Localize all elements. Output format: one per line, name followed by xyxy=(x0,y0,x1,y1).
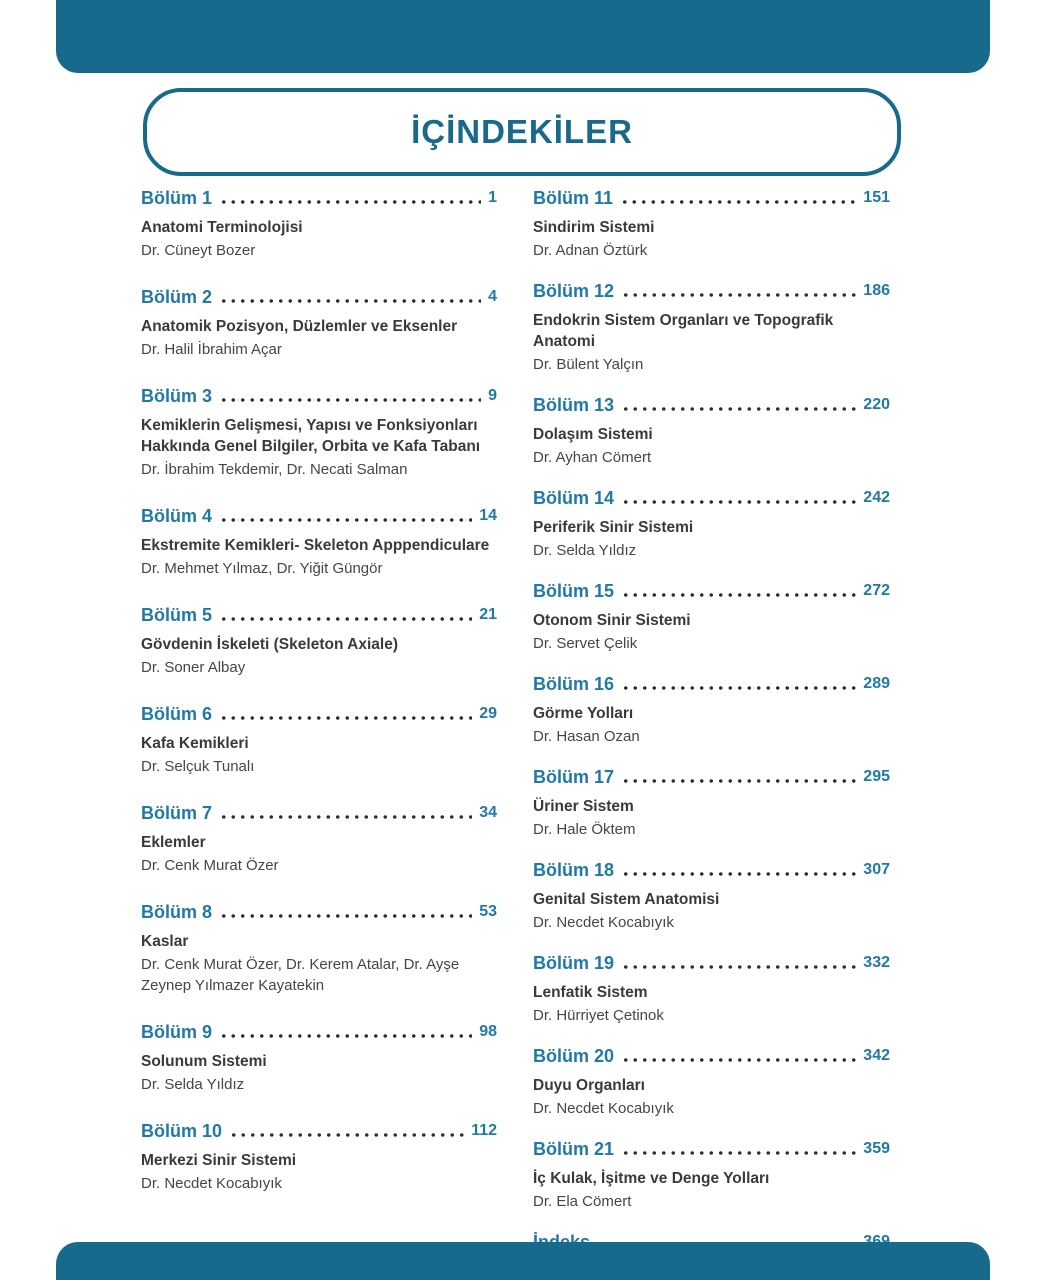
chapter-title: Kafa Kemikleri xyxy=(141,735,249,752)
page-number: 4 xyxy=(488,288,497,305)
chapter-label: Bölüm 18 xyxy=(533,860,615,880)
toc-entry-row xyxy=(141,803,497,823)
chapter-authors: Dr. Bülent Yalçın xyxy=(533,356,644,373)
toc-entry xyxy=(141,1121,497,1194)
toc-entry-row xyxy=(533,395,890,415)
page-number: 34 xyxy=(479,804,497,821)
toc-entry xyxy=(533,1139,890,1212)
toc-entry xyxy=(141,605,497,678)
toc-entry-row xyxy=(533,860,890,880)
toc-entry-row xyxy=(533,188,890,208)
chapter-authors: Dr. Ela Cömert xyxy=(533,1193,632,1210)
toc-entry xyxy=(141,386,497,480)
dot-leader-decoration xyxy=(620,200,856,204)
dot-leader-decoration xyxy=(219,200,481,204)
chapter-authors: Dr. Cenk Murat Özer, Dr. Kerem Atalar, Dr. Ayşe Zeynep Yılmazer Kayatekin xyxy=(141,956,460,994)
toc-columns xyxy=(141,188,890,1272)
page-number: 242 xyxy=(863,489,890,506)
chapter-label: Bölüm 2 xyxy=(141,287,213,307)
page-number: 332 xyxy=(863,954,890,971)
dot-leader-decoration xyxy=(621,293,856,297)
chapter-authors: Dr. Selda Yıldız xyxy=(533,542,637,559)
page-number: 29 xyxy=(479,705,497,722)
dot-leader-decoration xyxy=(219,398,481,402)
chapter-label: Bölüm 20 xyxy=(533,1046,615,1066)
chapter-label: Bölüm 14 xyxy=(533,488,615,508)
chapter-title: Görme Yolları xyxy=(533,705,634,722)
chapter-authors: Dr. Cenk Murat Özer xyxy=(141,857,279,874)
page-number: 342 xyxy=(863,1047,890,1064)
toc-entry-row xyxy=(141,1121,497,1141)
chapter-title: Periferik Sinir Sistemi xyxy=(533,519,694,536)
toc-entry xyxy=(141,803,497,876)
chapter-authors: Dr. Halil İbrahim Açar xyxy=(141,341,282,358)
bottom-decor-bar xyxy=(56,1242,990,1280)
toc-entry-row xyxy=(141,704,497,724)
toc-entry xyxy=(533,1046,890,1119)
page-number: 151 xyxy=(863,189,890,206)
chapter-title: Genital Sistem Anatomisi xyxy=(533,891,720,908)
page-title-box xyxy=(143,88,901,176)
toc-entry xyxy=(141,704,497,777)
dot-leader-decoration xyxy=(219,716,472,720)
page-title: İÇİNDEKİLER xyxy=(411,113,633,150)
chapter-title: Solunum Sistemi xyxy=(141,1053,267,1070)
page-number: 112 xyxy=(471,1122,497,1139)
dot-leader-decoration xyxy=(219,299,481,303)
chapter-label: Bölüm 17 xyxy=(533,767,615,787)
top-decor-bar xyxy=(56,0,990,73)
chapter-title: Lenfatik Sistem xyxy=(533,984,648,1001)
chapter-title: Sindirim Sistemi xyxy=(533,219,655,236)
chapter-title: Otonom Sinir Sistemi xyxy=(533,612,691,629)
chapter-authors: Dr. Selda Yıldız xyxy=(141,1076,245,1093)
chapter-label: Bölüm 8 xyxy=(141,902,213,922)
dot-leader-decoration xyxy=(219,815,472,819)
chapter-label: Bölüm 12 xyxy=(533,281,615,301)
dot-leader-decoration xyxy=(219,914,472,918)
dot-leader-decoration xyxy=(229,1133,464,1137)
chapter-title: Kemiklerin Gelişmesi, Yapısı ve Fonksiyonları Hakkında Genel Bilgiler, Orbita ve Kafa Tabanı xyxy=(141,417,481,455)
chapter-label: Bölüm 21 xyxy=(533,1139,615,1159)
toc-entry-row xyxy=(533,953,890,973)
chapter-label: Bölüm 11 xyxy=(533,188,614,208)
page-number: 272 xyxy=(863,582,890,599)
chapter-authors: Dr. Necdet Kocabıyık xyxy=(141,1175,282,1192)
toc-entry xyxy=(533,953,890,1026)
page-number: 359 xyxy=(863,1140,890,1157)
chapter-title: Duyu Organları xyxy=(533,1077,645,1094)
chapter-authors: Dr. Hürriyet Çetinok xyxy=(533,1007,664,1024)
toc-entry xyxy=(533,488,890,561)
toc-entry-row xyxy=(141,386,497,406)
chapter-title: Eklemler xyxy=(141,834,206,851)
toc-column-left xyxy=(141,188,497,1272)
dot-leader-decoration xyxy=(621,779,856,783)
page-number: 220 xyxy=(863,396,890,413)
toc-entry xyxy=(141,902,497,996)
toc-entry xyxy=(533,860,890,933)
toc-entry-row xyxy=(533,281,890,301)
chapter-authors: Dr. Necdet Kocabıyık xyxy=(533,914,674,931)
chapter-authors: Dr. Soner Albay xyxy=(141,659,246,676)
chapter-title: İç Kulak, İşitme ve Denge Yolları xyxy=(533,1170,770,1187)
toc-entry-row xyxy=(533,674,890,694)
chapter-title: Endokrin Sistem Organları ve Topografik Anatomi xyxy=(533,312,834,350)
chapter-title: Merkezi Sinir Sistemi xyxy=(141,1152,297,1169)
toc-entry xyxy=(533,395,890,468)
chapter-authors: Dr. Necdet Kocabıyık xyxy=(533,1100,674,1117)
chapter-authors: Dr. İbrahim Tekdemir, Dr. Necati Salman xyxy=(141,461,408,478)
toc-entry-row xyxy=(141,1022,497,1042)
toc-entry xyxy=(533,188,890,261)
chapter-label: Bölüm 16 xyxy=(533,674,615,694)
dot-leader-decoration xyxy=(621,686,856,690)
dot-leader-decoration xyxy=(621,1151,856,1155)
page-number: 186 xyxy=(863,282,890,299)
toc-entry xyxy=(533,581,890,654)
chapter-title: Anatomik Pozisyon, Düzlemler ve Eksenler xyxy=(141,318,458,335)
toc-entry-row xyxy=(533,488,890,508)
page-number: 307 xyxy=(863,861,890,878)
dot-leader-decoration xyxy=(219,1034,472,1038)
page-number: 14 xyxy=(479,507,497,524)
chapter-title: Üriner Sistem xyxy=(533,798,634,815)
chapter-label: Bölüm 6 xyxy=(141,704,213,724)
dot-leader-decoration xyxy=(621,500,856,504)
toc-entry-row xyxy=(533,581,890,601)
chapter-title: Ekstremite Kemikleri- Skeleton Apppendiculare xyxy=(141,537,490,554)
chapter-label: Bölüm 3 xyxy=(141,386,213,406)
chapter-label: Bölüm 1 xyxy=(141,188,213,208)
page-number: 295 xyxy=(863,768,890,785)
chapter-authors: Dr. Adnan Öztürk xyxy=(533,242,648,259)
page-number: 1 xyxy=(488,189,497,206)
dot-leader-decoration xyxy=(621,407,856,411)
chapter-authors: Dr. Cüneyt Bozer xyxy=(141,242,256,259)
page-number: 53 xyxy=(479,903,497,920)
toc-entry xyxy=(533,281,890,375)
chapter-authors: Dr. Hale Öktem xyxy=(533,821,636,838)
chapter-authors: Dr. Ayhan Cömert xyxy=(533,449,652,466)
chapter-authors: Dr. Hasan Ozan xyxy=(533,728,640,745)
toc-entry xyxy=(533,767,890,840)
chapter-label: Bölüm 7 xyxy=(141,803,213,823)
page-number: 9 xyxy=(488,387,497,404)
dot-leader-decoration xyxy=(621,965,856,969)
chapter-title: Gövdenin İskeleti (Skeleton Axiale) xyxy=(141,636,398,653)
page-number: 98 xyxy=(479,1023,497,1040)
chapter-label: Bölüm 13 xyxy=(533,395,615,415)
toc-entry-row xyxy=(141,902,497,922)
chapter-label: Bölüm 5 xyxy=(141,605,213,625)
toc-entry xyxy=(141,287,497,360)
dot-leader-decoration xyxy=(219,617,472,621)
page-number: 289 xyxy=(863,675,890,692)
chapter-authors: Dr. Selçuk Tunalı xyxy=(141,758,255,775)
toc-entry-row xyxy=(141,287,497,307)
toc-entry-row xyxy=(141,605,497,625)
dot-leader-decoration xyxy=(621,872,856,876)
toc-entry xyxy=(141,1022,497,1095)
dot-leader-decoration xyxy=(219,518,472,522)
toc-entry-row xyxy=(533,767,890,787)
chapter-authors: Dr. Servet Çelik xyxy=(533,635,638,652)
chapter-authors: Dr. Mehmet Yılmaz, Dr. Yiğit Güngör xyxy=(141,560,383,577)
toc-entry xyxy=(141,506,497,579)
toc-entry-row xyxy=(533,1046,890,1066)
dot-leader-decoration xyxy=(621,1058,856,1062)
toc-entry-row xyxy=(141,188,497,208)
toc-entry xyxy=(533,674,890,747)
dot-leader-decoration xyxy=(621,593,856,597)
toc-entry-row xyxy=(141,506,497,526)
toc-entry xyxy=(141,188,497,261)
chapter-label: Bölüm 4 xyxy=(141,506,213,526)
page-number: 21 xyxy=(479,606,497,623)
chapter-label: Bölüm 15 xyxy=(533,581,615,601)
chapter-title: Anatomi Terminolojisi xyxy=(141,219,303,236)
chapter-label: Bölüm 19 xyxy=(533,953,615,973)
toc-column-right xyxy=(533,188,890,1272)
chapter-title: Dolaşım Sistemi xyxy=(533,426,653,443)
toc-entry-row xyxy=(533,1139,890,1159)
chapter-title: Kaslar xyxy=(141,933,189,950)
chapter-label: Bölüm 9 xyxy=(141,1022,213,1042)
chapter-label: Bölüm 10 xyxy=(141,1121,223,1141)
